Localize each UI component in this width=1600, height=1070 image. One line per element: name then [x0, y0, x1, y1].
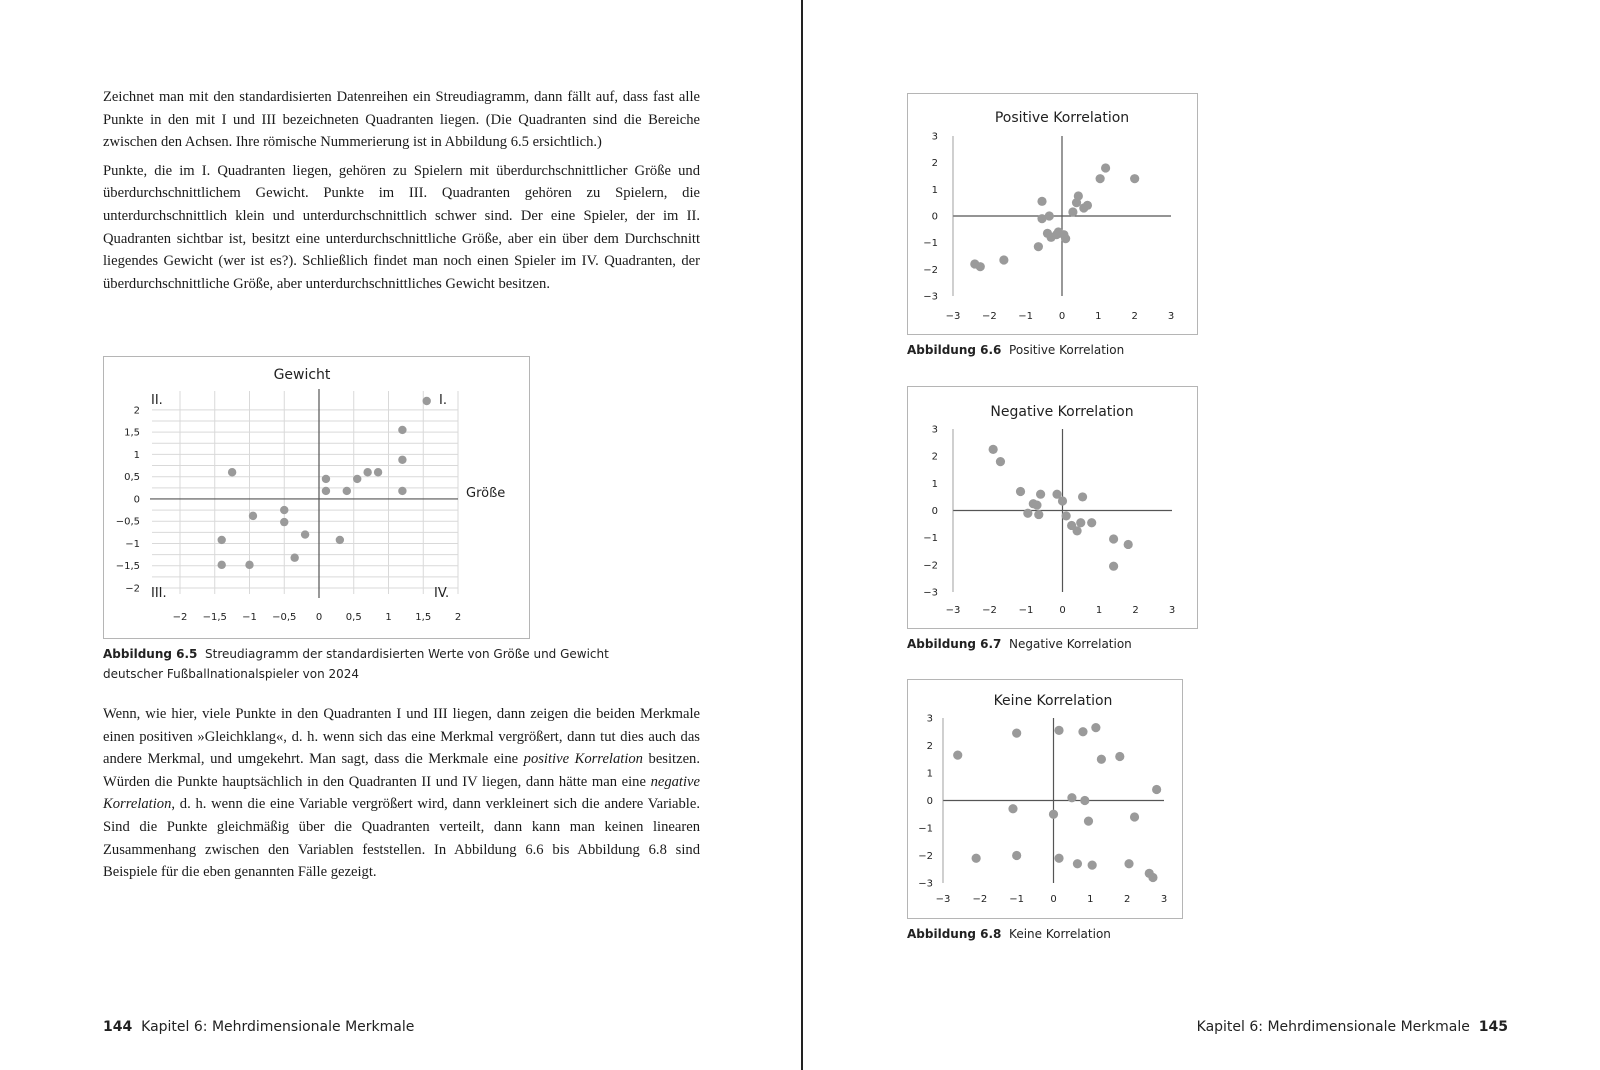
data-point [989, 445, 998, 454]
data-point [1078, 727, 1087, 736]
x-tick-label: 2 [1131, 311, 1138, 322]
x-tick-label: 0 [315, 612, 323, 623]
data-point [1073, 526, 1082, 535]
x-tick-label: −3 [945, 605, 961, 616]
paragraph-3-part: , d. h. wenn die eine Variable vergrößert wird, dann verkleinert sich die andere Variable. Sind die Punkte gleichmäßig über die Quadranten verteilt, dann kann man keinen linearen Zusammenhang zwischen den Variablen feststellen. In Abbildung 6.6 bis Abbildung 6.8 sind Beispiele für die eben genannten Fälle gezeigt. [103, 796, 700, 881]
paragraph-3-part: besitzen. Würden die Punkte hauptsächlich in den Quadranten II und IV liegen, dann hätte man eine [103, 751, 700, 790]
data-point [218, 536, 226, 544]
data-point [374, 468, 382, 476]
x-tick-label: −1 [1018, 605, 1034, 616]
x-tick-label: 3 [1168, 605, 1176, 616]
data-point [1068, 207, 1077, 216]
data-point [322, 487, 330, 495]
x-tick-label: −1 [1009, 894, 1025, 905]
paragraph-1: Zeichnet man mit den standardisierten Datenreihen ein Streudiagramm, dann fällt auf, dass fast alle Punkte in den mit I und III bezeichneten Quadranten liegen. (Die Quadranten sind die Bereiche zwischen den Achsen. Ihre römische Nummerierung ist in Abbildung 6.5 ersichtlich.) [103, 89, 700, 151]
y-tick-label: 1,5 [124, 427, 140, 439]
data-point [1130, 812, 1139, 821]
quadrant-label-q4: IV. [434, 586, 450, 601]
caption-label: Abbildung 6.8 [907, 927, 1002, 941]
scatter-chart-fig66 [908, 94, 1197, 334]
data-point [1078, 492, 1087, 501]
x-tick-label: 2 [454, 612, 462, 623]
data-point [1012, 851, 1021, 860]
data-point [1088, 861, 1097, 870]
data-point [1049, 810, 1058, 819]
y-tick-label: −0,5 [115, 516, 140, 528]
caption-label: Abbildung 6.7 [907, 637, 1002, 651]
y-tick-label: 3 [926, 713, 933, 725]
data-point [1034, 510, 1043, 519]
data-point [972, 854, 981, 863]
paragraph-3-part: Wenn, wie hier, viele Punkte in den Quadranten I und III liegen, dann zeigen die beiden Merkmale einen positiven »Gleichklang«, d. h. wenn sich das eine Merkmal vergrößert, dann tut dies auch das andere Merkmal, und umgekehrt. Man sagt, dass die Merkmale eine [103, 706, 700, 768]
data-point [1091, 723, 1100, 732]
x-tick-label: 0,5 [345, 612, 362, 623]
data-point [1087, 518, 1096, 527]
paragraph-2: Punkte, die im I. Quadranten liegen, gehören zu Spielern mit überdurchschnittlicher Größe und überdurchschnittlichem Gewicht. Punkte im III. Quadranten gehören zu Spielern, die unterdurchschnittlich klein und unterdurchschnittlich schwer sind. Der eine Spieler, der im II. Quadranten sichtbar ist, besitzt eine unterdurchschnittliche Größe, aber ein über dem Durchschnitt liegendes Gewicht (wer ist es?). Schließlich findet man noch einen Spieler im IV. Quadranten, der überdurchschnittliche Größe, aber unterdurchschnittliches Gewicht besitzen. [103, 162, 700, 292]
y-tick-label: −3 [923, 291, 938, 303]
data-point [996, 457, 1005, 466]
chart-title: Gewicht [273, 367, 331, 383]
data-point [1034, 242, 1043, 251]
data-point [1124, 859, 1133, 868]
x-tick-label: 1 [1095, 311, 1102, 322]
figure-6-6 [907, 93, 1198, 335]
figure-6-5 [103, 356, 530, 639]
quadrant-label-q3: III. [151, 586, 167, 601]
figure-6-8 [907, 679, 1183, 919]
quadrant-label-q1: I. [439, 393, 447, 408]
x-tick-label: −2 [172, 612, 188, 623]
y-tick-label: 0 [926, 796, 933, 807]
y-tick-label: −2 [125, 583, 140, 595]
y-tick-label: 0 [931, 211, 938, 223]
term-positive-korrelation: positive Korrelation [523, 751, 643, 768]
y-tick-label: −1 [923, 238, 938, 250]
x-tick-label: −0,5 [272, 612, 297, 623]
scatter-chart-fig68 [908, 680, 1182, 918]
data-point [1036, 490, 1045, 499]
caption-text: Keine Korrelation [1009, 927, 1111, 941]
data-point [1037, 197, 1046, 206]
data-point [1080, 796, 1089, 805]
page-number-left: 144 [103, 1019, 133, 1035]
y-tick-label: 2 [133, 405, 140, 417]
x-axis-label: Größe [466, 486, 506, 501]
quadrant-label-q2: II. [151, 393, 163, 408]
data-point [1023, 509, 1032, 518]
data-point [423, 397, 431, 405]
x-tick-label: −2 [981, 311, 997, 322]
right-footer [1197, 1019, 1508, 1035]
data-point [1016, 487, 1025, 496]
x-tick-label: 0 [1050, 894, 1057, 905]
data-point [1012, 729, 1021, 738]
scatter-chart-fig67 [908, 387, 1197, 628]
y-tick-label: 2 [926, 741, 933, 752]
data-point [1073, 859, 1082, 868]
data-point [1058, 496, 1067, 505]
x-tick-label: 2 [1132, 605, 1139, 616]
x-tick-label: −1,5 [202, 612, 227, 623]
data-point [1045, 211, 1054, 220]
x-tick-label: −1 [242, 612, 257, 623]
left-text-bottom [103, 703, 700, 890]
x-tick-label: 1 [1087, 894, 1094, 905]
x-tick-label: 2 [1123, 894, 1131, 905]
data-point [301, 530, 309, 538]
x-tick-label: 1 [1095, 605, 1103, 616]
page-divider [801, 0, 803, 1070]
data-point [249, 512, 257, 520]
x-tick-label: 3 [1167, 311, 1175, 322]
caption-label: Abbildung 6.5 [103, 647, 198, 661]
data-point [1076, 518, 1085, 527]
data-point [280, 518, 288, 526]
x-tick-label: 0 [1058, 311, 1066, 322]
data-point [1115, 752, 1124, 761]
data-point [218, 561, 226, 569]
running-title-right: Kapitel 6: Mehrdimensionale Merkmale [1196, 1019, 1470, 1035]
caption-text: Streudiagramm der standardisierten Werte von Größe und Gewicht deutscher Fußballnationalspieler von 2024 [103, 647, 609, 681]
figure-6-8-caption [907, 924, 1111, 944]
y-tick-label: 1 [133, 449, 140, 461]
data-point [228, 468, 236, 476]
data-point [1101, 163, 1110, 172]
data-point [1109, 534, 1118, 543]
data-point [953, 751, 962, 760]
figure-6-7 [907, 386, 1198, 629]
data-point [1032, 500, 1041, 509]
y-tick-label: 2 [931, 158, 938, 170]
data-point [280, 506, 288, 514]
y-tick-label: −3 [923, 587, 938, 599]
page-number-right: 145 [1478, 1019, 1508, 1035]
data-point [1109, 562, 1118, 571]
y-tick-label: 2 [931, 451, 938, 463]
data-point [290, 554, 298, 562]
figure-6-7-caption [907, 634, 1132, 654]
data-point [1096, 174, 1105, 183]
y-tick-label: 0,5 [124, 472, 140, 484]
y-tick-label: 3 [931, 424, 938, 436]
data-point [1124, 540, 1133, 549]
data-point [343, 487, 351, 495]
x-tick-label: 1 [385, 612, 392, 623]
data-point [1061, 234, 1070, 243]
x-tick-label: 0 [1059, 605, 1066, 616]
x-tick-label: 1,5 [415, 612, 432, 623]
data-point [976, 262, 985, 271]
y-tick-label: −2 [923, 560, 938, 572]
data-point [999, 255, 1008, 264]
x-tick-label: −2 [982, 605, 997, 616]
y-tick-label: 0 [133, 494, 140, 506]
y-tick-label: 1 [926, 768, 933, 780]
data-point [353, 475, 361, 483]
data-point [1008, 804, 1017, 813]
y-tick-label: 0 [931, 506, 938, 517]
y-tick-label: −1 [923, 533, 938, 545]
paragraph-3 [103, 703, 700, 884]
x-tick-label: −3 [935, 894, 951, 905]
y-tick-label: −1,5 [115, 561, 140, 573]
data-point [398, 426, 406, 434]
y-tick-label: −3 [918, 878, 933, 890]
data-point [1054, 854, 1063, 863]
chart-title: Keine Korrelation [993, 693, 1113, 709]
data-point [1152, 785, 1161, 794]
data-point [1062, 511, 1071, 520]
caption-text: Negative Korrelation [1009, 637, 1132, 651]
y-tick-label: 1 [931, 184, 938, 196]
data-point [1084, 817, 1093, 826]
x-tick-label: −3 [945, 311, 961, 322]
y-tick-label: −2 [918, 851, 933, 862]
data-point [1130, 174, 1139, 183]
data-point [245, 561, 253, 569]
data-point [1054, 726, 1063, 735]
data-point [1074, 191, 1083, 200]
left-footer [103, 1019, 414, 1035]
data-point [336, 536, 344, 544]
data-point [398, 487, 406, 495]
y-tick-label: 1 [931, 478, 938, 490]
scatter-chart-fig65 [104, 357, 529, 638]
left-text-top [103, 86, 700, 301]
y-tick-label: −2 [923, 264, 938, 276]
data-point [1097, 755, 1106, 764]
caption-text: Positive Korrelation [1009, 343, 1125, 357]
x-tick-label: −2 [972, 894, 988, 905]
figure-6-5-caption [103, 644, 623, 684]
data-point [1067, 793, 1076, 802]
data-point [1083, 201, 1092, 210]
chart-title: Negative Korrelation [990, 404, 1134, 420]
figure-6-6-caption [907, 340, 1124, 360]
data-point [1148, 873, 1157, 882]
y-tick-label: −1 [918, 823, 933, 835]
term-negative-korrelation: negative Korrelation [103, 773, 700, 813]
caption-label: Abbildung 6.6 [907, 343, 1002, 357]
y-tick-label: −1 [125, 538, 140, 550]
y-tick-label: 3 [931, 131, 938, 143]
data-point [363, 468, 371, 476]
x-tick-label: −1 [1018, 311, 1034, 322]
x-tick-label: 3 [1160, 894, 1168, 905]
chart-title: Positive Korrelation [994, 110, 1130, 126]
data-point [398, 456, 406, 464]
running-title-left: Kapitel 6: Mehrdimensionale Merkmale [141, 1019, 415, 1035]
data-point [322, 475, 330, 483]
